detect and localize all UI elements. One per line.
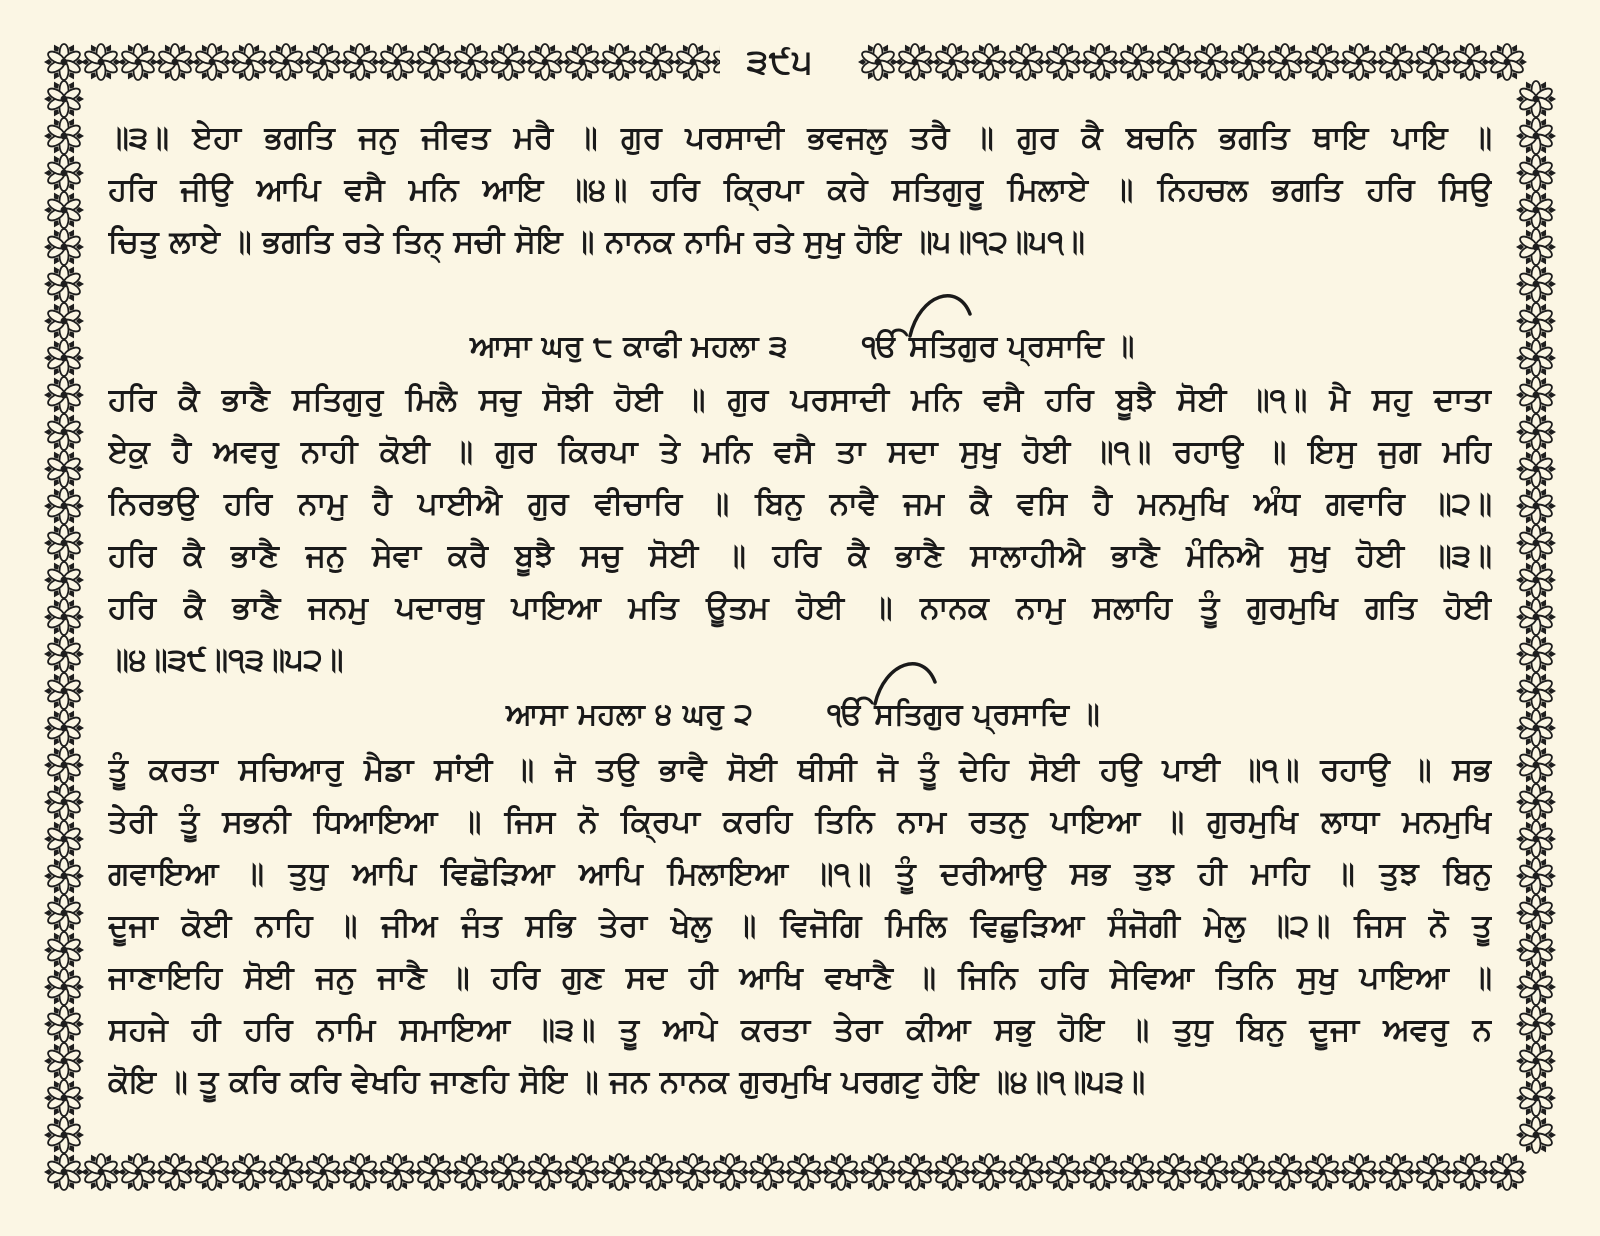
flower-ornament-icon bbox=[229, 43, 269, 81]
verse-line: ਗਵਾਇਆ ॥ ਤੁਧੁ ਆਪਿ ਵਿਛੋੜਿਆ ਆਪਿ ਮਿਲਾਇਆ ॥੧॥ ਤੂੰ ਦਰੀਆਉ ਸਭ ਤੁਝ ਹੀ ਮਾਹਿ ॥ ਤੁਝ ਬਿਨੁ bbox=[108, 856, 1492, 892]
flower-ornament-icon bbox=[1413, 43, 1453, 81]
flower-ornament-icon bbox=[969, 1153, 1009, 1191]
flower-ornament-icon bbox=[1516, 339, 1556, 377]
flower-ornament-icon bbox=[229, 1153, 269, 1191]
flower-ornament-icon bbox=[266, 1153, 306, 1191]
flower-ornament-icon bbox=[414, 1153, 454, 1191]
flower-ornament-icon bbox=[44, 524, 84, 562]
flower-ornament-icon bbox=[81, 43, 121, 81]
flower-ornament-icon bbox=[44, 265, 84, 303]
verse-line: ਹਰਿ ਕੈ ਭਾਣੈ ਜਨੁ ਸੇਵਾ ਕਰੈ ਬੂਝੈ ਸਚੁ ਸੋਈ ॥ ਹਰਿ ਕੈ ਭਾਣੈ ਸਾਲਾਹੀਐ ਭਾਣੈ ਮੰਨਿਐ ਸੁਖੁ ਹੋਈ ॥੩॥ bbox=[108, 538, 1492, 574]
flower-ornament-icon bbox=[44, 117, 84, 155]
flower-ornament-icon bbox=[1487, 1153, 1527, 1191]
flower-ornament-icon bbox=[1516, 1116, 1556, 1154]
flower-ornament-icon bbox=[44, 820, 84, 858]
verse-line: ਹਰਿ ਜੀਉ ਆਪਿ ਵਸੈ ਮਨਿ ਆਇ ॥੪॥ ਹਰਿ ਕ੍ਰਿਪਾ ਕਰੇ ਸਤਿਗੁਰੂ ਮਿਲਾਏ ॥ ਨਿਹਚਲ ਭਗਤਿ ਹਰਿ ਸਿਉ bbox=[108, 172, 1492, 208]
flower-ornament-icon bbox=[414, 43, 454, 81]
flower-ornament-icon bbox=[1516, 857, 1556, 895]
flower-ornament-icon bbox=[1516, 228, 1556, 266]
flower-ornament-icon bbox=[192, 1153, 232, 1191]
flower-ornament-icon bbox=[488, 1153, 528, 1191]
flower-ornament-icon bbox=[1006, 43, 1046, 81]
flower-ornament-icon bbox=[1339, 43, 1379, 81]
flower-ornament-icon bbox=[525, 1153, 565, 1191]
flower-ornament-icon bbox=[1516, 672, 1556, 710]
verse-line: ਨਿਰਭਉ ਹਰਿ ਨਾਮੁ ਹੈ ਪਾਈਐ ਗੁਰ ਵੀਚਾਰਿ ॥ ਬਿਨੁ ਨਾਵੈ ਜਮ ਕੈ ਵਸਿ ਹੈ ਮਨਮੁਖਿ ਅੰਧ ਗਵਾਰਿ ॥੨॥ bbox=[108, 486, 1492, 522]
heading-invocation: ੴ ਸਤਿਗੁਰ ਪ੍ਰਸਾਦਿ ॥ bbox=[861, 329, 1135, 364]
flower-ornament-icon bbox=[1516, 746, 1556, 784]
verse-line: ਹਰਿ ਕੈ ਭਾਣੈ ਸਤਿਗੁਰੁ ਮਿਲੈ ਸਚੁ ਸੋਝੀ ਹੋਈ ॥ ਗੁਰ ਪਰਸਾਦੀ ਮਨਿ ਵਸੈ ਹਰਿ ਬੂਝੈ ਸੋਈ ॥੧॥ ਮੈ ਸਹੁ ਦਾਤਾ bbox=[108, 382, 1492, 418]
flower-ornament-icon bbox=[44, 783, 84, 821]
flower-ornament-icon bbox=[784, 1153, 824, 1191]
flower-ornament-icon bbox=[858, 43, 898, 81]
flower-ornament-icon bbox=[1516, 894, 1556, 932]
ik-onkar-arc-icon bbox=[904, 284, 984, 344]
heading-title: ਆਸਾ ਘਰੁ ੮ ਕਾਫੀ ਮਹਲਾ ੩ bbox=[470, 329, 788, 364]
flower-ornament-icon bbox=[636, 43, 676, 81]
flower-ornament-icon bbox=[192, 43, 232, 81]
flower-ornament-icon bbox=[118, 1153, 158, 1191]
flower-ornament-icon bbox=[747, 1153, 787, 1191]
flower-ornament-icon bbox=[266, 43, 306, 81]
heading-title: ਆਸਾ ਮਹਲਾ ੪ ਘਰੁ ੨ bbox=[506, 697, 753, 732]
flower-ornament-icon bbox=[1339, 1153, 1379, 1191]
flower-ornament-icon bbox=[1413, 1153, 1453, 1191]
flower-ornament-icon bbox=[1516, 1079, 1556, 1117]
flower-ornament-icon bbox=[44, 746, 84, 784]
flower-ornament-icon bbox=[1450, 43, 1490, 81]
page-number: ੩੯੫ bbox=[720, 42, 840, 82]
shabad-heading-2 bbox=[506, 690, 1100, 740]
flower-ornament-icon bbox=[1487, 43, 1527, 81]
flower-ornament-icon bbox=[599, 43, 639, 81]
verse-line: ਜਾਣਾਇਹਿ ਸੋਈ ਜਨੁ ਜਾਣੈ ॥ ਹਰਿ ਗੁਣ ਸਦ ਹੀ ਆਖਿ ਵਖਾਣੈ ॥ ਜਿਨਿ ਹਰਿ ਸੇਵਿਆ ਤਿਨਿ ਸੁਖੁ ਪਾਇਆ ॥ bbox=[108, 960, 1492, 996]
flower-ornament-icon bbox=[525, 43, 565, 81]
flower-ornament-icon bbox=[44, 968, 84, 1006]
flower-ornament-icon bbox=[1191, 1153, 1231, 1191]
flower-ornament-icon bbox=[599, 1153, 639, 1191]
flower-ornament-icon bbox=[451, 1153, 491, 1191]
flower-ornament-icon bbox=[1265, 1153, 1305, 1191]
flower-ornament-icon bbox=[821, 1153, 861, 1191]
flower-ornament-icon bbox=[1516, 376, 1556, 414]
flower-ornament-icon bbox=[44, 43, 84, 81]
flower-ornament-icon bbox=[44, 1116, 84, 1154]
verse-line: ॥੪॥੩੯॥੧੩॥੫੨॥ bbox=[108, 642, 344, 678]
flower-ornament-icon bbox=[44, 894, 84, 932]
flower-ornament-icon bbox=[1516, 117, 1556, 155]
verse-line: ਸਹਜੇ ਹੀ ਹਰਿ ਨਾਮਿ ਸਮਾਇਆ ॥੩॥ ਤੂ ਆਪੇ ਕਰਤਾ ਤੇਰਾ ਕੀਆ ਸਭੁ ਹੋਇ ॥ ਤੁਧੁ ਬਿਨੁ ਦੂਜਾ ਅਵਰੁ ਨ bbox=[108, 1012, 1492, 1048]
flower-ornament-icon bbox=[1516, 820, 1556, 858]
flower-ornament-icon bbox=[562, 1153, 602, 1191]
flower-ornament-icon bbox=[673, 43, 713, 81]
flower-ornament-icon bbox=[895, 1153, 935, 1191]
flower-ornament-icon bbox=[155, 43, 195, 81]
flower-ornament-icon bbox=[1516, 561, 1556, 599]
flower-ornament-icon bbox=[1191, 43, 1231, 81]
verse-line: ਏਕੁ ਹੈ ਅਵਰੁ ਨਾਹੀ ਕੋਈ ॥ ਗੁਰ ਕਿਰਪਾ ਤੇ ਮਨਿ ਵਸੈ ਤਾ ਸਦਾ ਸੁਖੁ ਹੋਈ ॥੧॥ ਰਹਾਉ ॥ ਇਸੁ ਜੁਗ ਮਹਿ bbox=[108, 434, 1492, 470]
flower-ornament-icon bbox=[1117, 1153, 1157, 1191]
flower-ornament-icon bbox=[1154, 43, 1194, 81]
flower-ornament-icon bbox=[636, 1153, 676, 1191]
flower-ornament-icon bbox=[44, 1079, 84, 1117]
flower-ornament-icon bbox=[377, 1153, 417, 1191]
flower-ornament-icon bbox=[858, 1153, 898, 1191]
ik-onkar-arc-icon bbox=[869, 652, 949, 712]
flower-ornament-icon bbox=[1516, 80, 1556, 118]
flower-ornament-icon bbox=[44, 228, 84, 266]
flower-ornament-icon bbox=[1117, 43, 1157, 81]
flower-ornament-icon bbox=[1006, 1153, 1046, 1191]
flower-ornament-icon bbox=[44, 302, 84, 340]
flower-ornament-icon bbox=[44, 339, 84, 377]
flower-ornament-icon bbox=[44, 1153, 84, 1191]
flower-ornament-icon bbox=[1228, 43, 1268, 81]
flower-ornament-icon bbox=[1043, 1153, 1083, 1191]
flower-ornament-icon bbox=[1516, 154, 1556, 192]
flower-ornament-icon bbox=[118, 43, 158, 81]
flower-ornament-icon bbox=[1516, 413, 1556, 451]
flower-ornament-icon bbox=[562, 43, 602, 81]
flower-ornament-icon bbox=[1376, 1153, 1416, 1191]
flower-ornament-icon bbox=[44, 709, 84, 747]
flower-ornament-icon bbox=[44, 672, 84, 710]
verse-line: ॥੩॥ ਏਹਾ ਭਗਤਿ ਜਨੁ ਜੀਵਤ ਮਰੈ ॥ ਗੁਰ ਪਰਸਾਦੀ ਭਵਜਲੁ ਤਰੈ ॥ ਗੁਰ ਕੈ ਬਚਨਿ ਭਗਤਿ ਥਾਇ ਪਾਇ ॥ bbox=[108, 120, 1492, 156]
flower-ornament-icon bbox=[303, 43, 343, 81]
verse-line: ਹਰਿ ਕੈ ਭਾਣੈ ਜਨਮੁ ਪਦਾਰਥੁ ਪਾਇਆ ਮਤਿ ਊਤਮ ਹੋਈ ॥ ਨਾਨਕ ਨਾਮੁ ਸਲਾਹਿ ਤੂੰ ਗੁਰਮੁਖਿ ਗਤਿ ਹੋਈ bbox=[108, 590, 1492, 626]
flower-ornament-icon bbox=[451, 43, 491, 81]
flower-ornament-icon bbox=[44, 561, 84, 599]
flower-ornament-icon bbox=[1302, 1153, 1342, 1191]
flower-ornament-icon bbox=[44, 413, 84, 451]
flower-ornament-icon bbox=[1516, 302, 1556, 340]
flower-ornament-icon bbox=[1516, 1042, 1556, 1080]
flower-ornament-icon bbox=[1516, 487, 1556, 525]
heading-invocation: ੴ ਸਤਿਗੁਰ ਪ੍ਰਸਾਦਿ ॥ bbox=[827, 697, 1100, 732]
flower-ornament-icon bbox=[1516, 191, 1556, 229]
flower-ornament-icon bbox=[44, 931, 84, 969]
flower-ornament-icon bbox=[1228, 1153, 1268, 1191]
flower-ornament-icon bbox=[1516, 265, 1556, 303]
flower-ornament-icon bbox=[1080, 1153, 1120, 1191]
flower-ornament-icon bbox=[44, 450, 84, 488]
flower-ornament-icon bbox=[932, 1153, 972, 1191]
flower-ornament-icon bbox=[44, 154, 84, 192]
shabad-heading-1 bbox=[470, 322, 1134, 372]
flower-ornament-icon bbox=[44, 80, 84, 118]
verse-line: ਦੂਜਾ ਕੋਈ ਨਾਹਿ ॥ ਜੀਅ ਜੰਤ ਸਭਿ ਤੇਰਾ ਖੇਲੁ ॥ ਵਿਜੋਗਿ ਮਿਲਿ ਵਿਛੁੜਿਆ ਸੰਜੋਗੀ ਮੇਲੁ ॥੨॥ ਜਿਸ ਨੋ ਤੂ bbox=[108, 908, 1492, 944]
flower-ornament-icon bbox=[377, 43, 417, 81]
flower-ornament-icon bbox=[81, 1153, 121, 1191]
flower-ornament-icon bbox=[1516, 709, 1556, 747]
flower-ornament-icon bbox=[1516, 598, 1556, 636]
flower-ornament-icon bbox=[340, 1153, 380, 1191]
flower-ornament-icon bbox=[1516, 931, 1556, 969]
flower-ornament-icon bbox=[1450, 1153, 1490, 1191]
verse-line: ਤੇਰੀ ਤੂੰ ਸਭਨੀ ਧਿਆਇਆ ॥ ਜਿਸ ਨੋ ਕ੍ਰਿਪਾ ਕਰਹਿ ਤਿਨਿ ਨਾਮ ਰਤਨੁ ਪਾਇਆ ॥ ਗੁਰਮੁਖਿ ਲਾਧਾ ਮਨਮੁਖਿ bbox=[108, 804, 1492, 840]
flower-ornament-icon bbox=[44, 487, 84, 525]
verse-line: ਤੂੰ ਕਰਤਾ ਸਚਿਆਰੁ ਮੈਡਾ ਸਾਂਈ ॥ ਜੋ ਤਉ ਭਾਵੈ ਸੋਈ ਥੀਸੀ ਜੋ ਤੂੰ ਦੇਹਿ ਸੋਈ ਹਉ ਪਾਈ ॥੧॥ ਰਹਾਉ ॥ ਸਭ bbox=[108, 752, 1492, 788]
flower-ornament-icon bbox=[895, 43, 935, 81]
flower-ornament-icon bbox=[488, 43, 528, 81]
flower-ornament-icon bbox=[44, 191, 84, 229]
flower-ornament-icon bbox=[1154, 1153, 1194, 1191]
flower-ornament-icon bbox=[44, 635, 84, 673]
verse-line: ਕੋਇ ॥ ਤੂ ਕਰਿ ਕਰਿ ਵੇਖਹਿ ਜਾਣਹਿ ਸੋਇ ॥ ਜਨ ਨਾਨਕ ਗੁਰਮੁਖਿ ਪਰਗਟੁ ਹੋਇ ॥੪॥੧॥੫੩॥ bbox=[108, 1064, 1146, 1100]
flower-ornament-icon bbox=[1516, 524, 1556, 562]
flower-ornament-icon bbox=[1376, 43, 1416, 81]
flower-ornament-icon bbox=[44, 598, 84, 636]
flower-ornament-icon bbox=[44, 1005, 84, 1043]
flower-ornament-icon bbox=[155, 1153, 195, 1191]
flower-ornament-icon bbox=[710, 1153, 750, 1191]
flower-ornament-icon bbox=[44, 1042, 84, 1080]
flower-ornament-icon bbox=[1043, 43, 1083, 81]
flower-ornament-icon bbox=[44, 857, 84, 895]
verse-line: ਚਿਤੁ ਲਾਏ ॥ ਭਗਤਿ ਰਤੇ ਤਿਨ੍ ਸਚੀ ਸੋਇ ॥ ਨਾਨਕ ਨਾਮਿ ਰਤੇ ਸੁਖੁ ਹੋਇ ॥੫॥੧੨॥੫੧॥ bbox=[108, 224, 1085, 260]
flower-ornament-icon bbox=[673, 1153, 713, 1191]
flower-ornament-icon bbox=[1516, 450, 1556, 488]
flower-ornament-icon bbox=[932, 43, 972, 81]
flower-ornament-icon bbox=[1516, 635, 1556, 673]
flower-ornament-icon bbox=[1302, 43, 1342, 81]
flower-ornament-icon bbox=[1516, 968, 1556, 1006]
flower-ornament-icon bbox=[303, 1153, 343, 1191]
flower-ornament-icon bbox=[969, 43, 1009, 81]
flower-ornament-icon bbox=[1516, 1005, 1556, 1043]
flower-ornament-icon bbox=[340, 43, 380, 81]
flower-ornament-icon bbox=[1080, 43, 1120, 81]
flower-ornament-icon bbox=[1265, 43, 1305, 81]
flower-ornament-icon bbox=[1516, 783, 1556, 821]
flower-ornament-icon bbox=[44, 376, 84, 414]
